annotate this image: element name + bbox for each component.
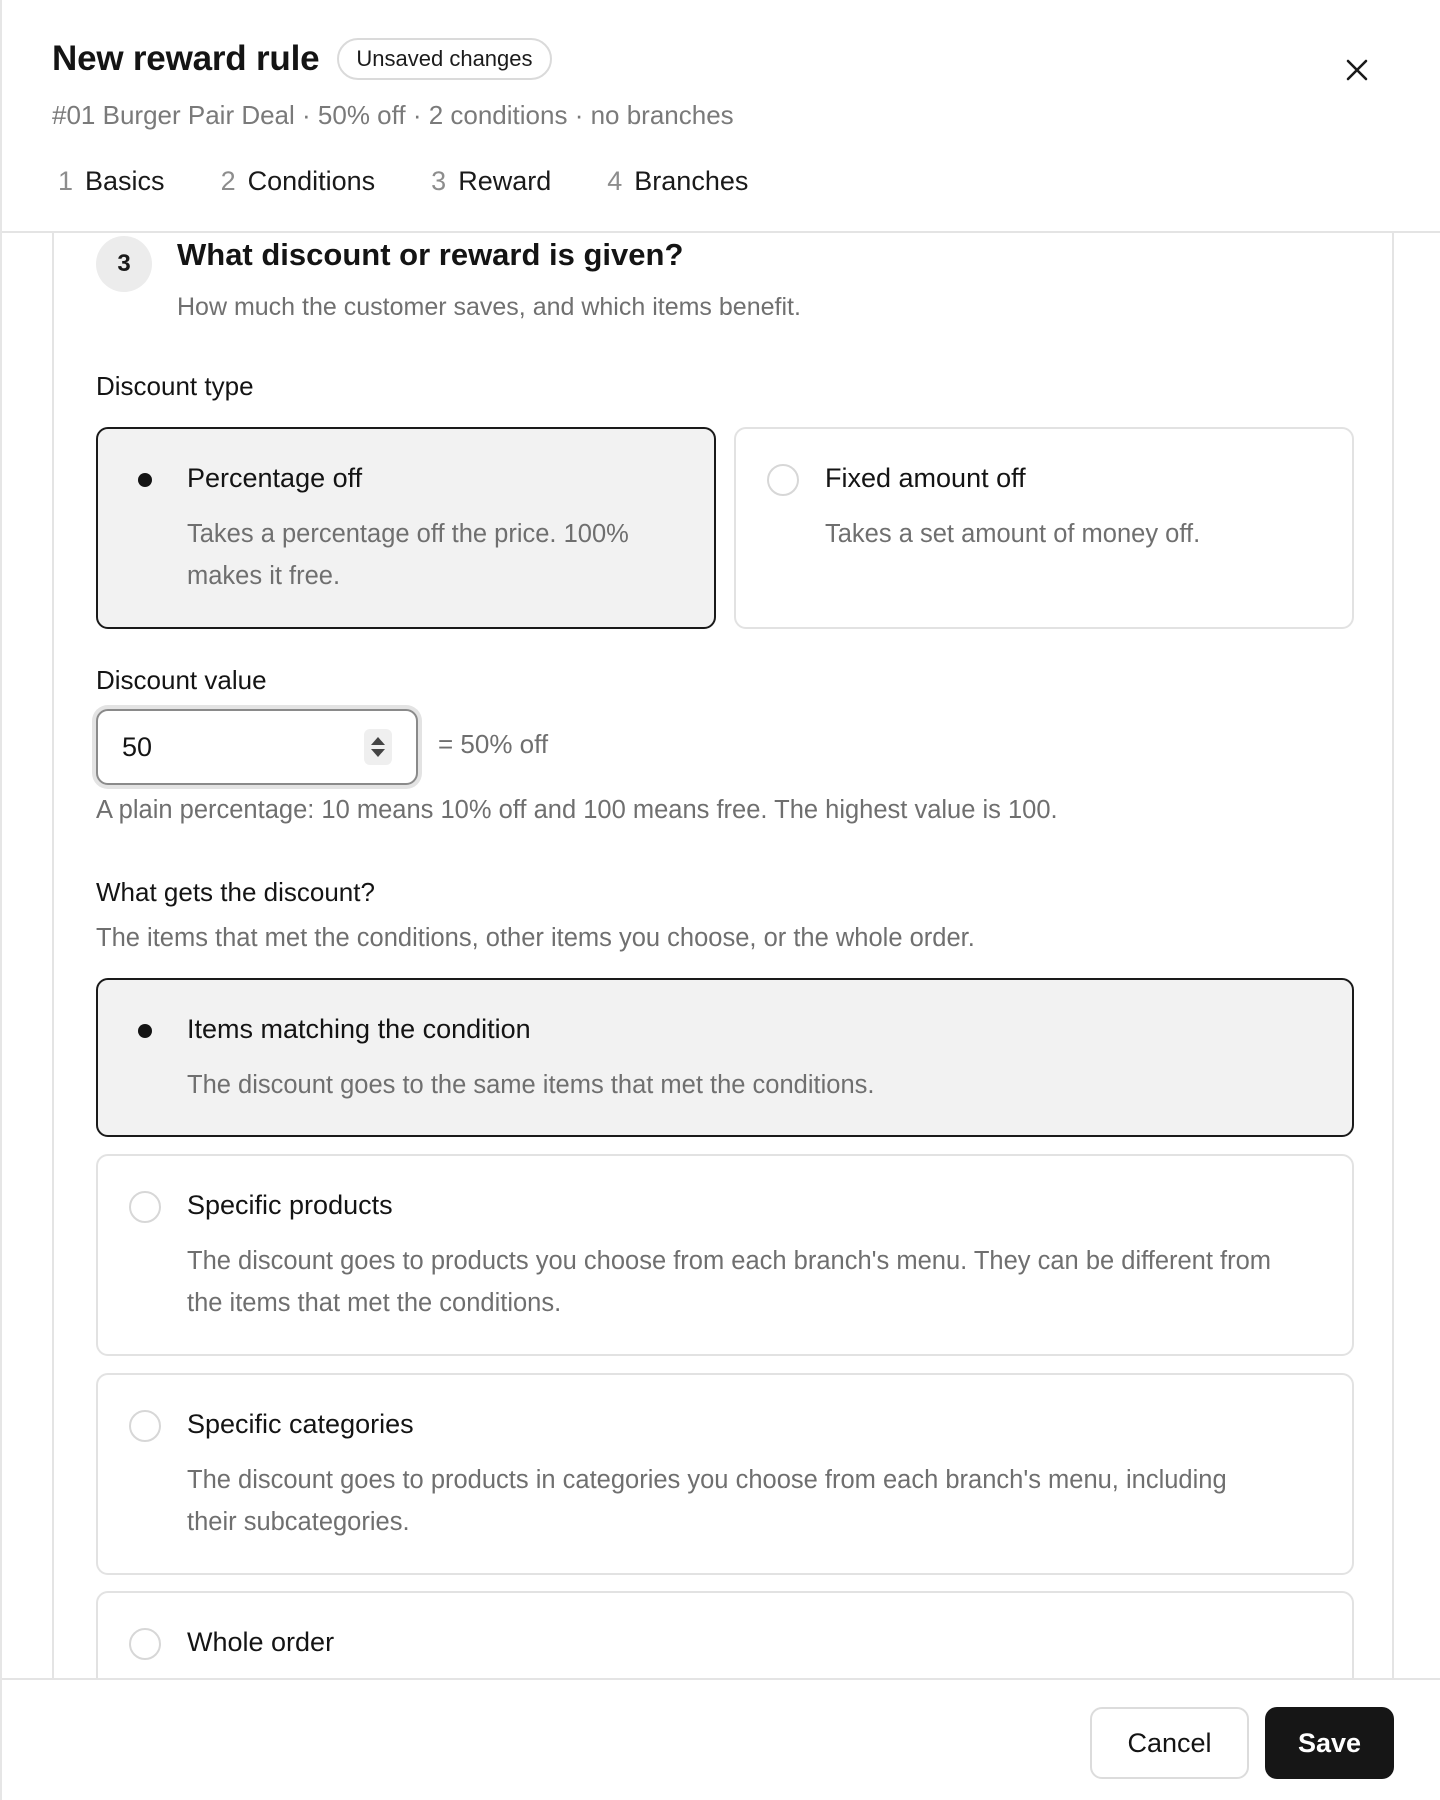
- option-title: Items matching the condition: [187, 1014, 531, 1044]
- radio-unselected[interactable]: [129, 1628, 161, 1660]
- option-title: Specific categories: [187, 1409, 414, 1439]
- option-title: Specific products: [187, 1190, 393, 1220]
- option-description: Takes a set amount of money off.: [825, 520, 1201, 548]
- tab-number: 3: [431, 166, 447, 196]
- stepper-up-icon[interactable]: [371, 737, 385, 745]
- option-fixed-amount-off[interactable]: [734, 427, 1354, 629]
- tab-label: Conditions: [247, 166, 376, 196]
- tab-number: 4: [607, 166, 623, 196]
- tab-reward[interactable]: [431, 166, 551, 197]
- option-title: Fixed amount off: [825, 463, 1026, 493]
- dialog-header: [2, 0, 1440, 233]
- cancel-button[interactable]: Cancel: [1090, 1707, 1249, 1779]
- reward-section-panel[interactable]: [52, 233, 1394, 1680]
- title-row: [52, 38, 552, 80]
- option-description: The discount goes to products you choose from each branch's menu. They can be different from the items that met the conditions.: [187, 1247, 1272, 1317]
- save-button[interactable]: Save: [1265, 1707, 1394, 1779]
- tab-number: 2: [220, 166, 236, 196]
- close-button[interactable]: [1333, 46, 1381, 94]
- option-whole-order[interactable]: [96, 1591, 1354, 1680]
- option-specific-products[interactable]: [96, 1154, 1354, 1356]
- radio-selected[interactable]: [129, 464, 161, 496]
- step-tabs: [58, 166, 804, 197]
- discount-value-text: 50: [122, 731, 153, 762]
- dialog-footer: [2, 1678, 1440, 1800]
- radio-selected[interactable]: [129, 1015, 161, 1047]
- discount-value-label: Discount value: [96, 665, 267, 695]
- discount-value-helper: A plain percentage: 10 means 10% off and 100 means free. The highest value is 100.: [96, 796, 1058, 824]
- radio-unselected[interactable]: [767, 464, 799, 496]
- option-title: Whole order: [187, 1627, 335, 1657]
- dialog-title: New reward rule: [52, 39, 320, 78]
- tab-conditions[interactable]: [221, 166, 376, 197]
- tab-basics[interactable]: [58, 166, 165, 197]
- tab-label: Branches: [634, 166, 749, 196]
- unsaved-changes-badge: Unsaved changes: [337, 38, 551, 80]
- close-icon: [1346, 59, 1368, 81]
- rule-summary: #01 Burger Pair Deal · 50% off · 2 conditions · no branches: [52, 100, 734, 130]
- number-stepper[interactable]: [364, 729, 392, 765]
- tab-number: 1: [58, 166, 74, 196]
- option-description: Takes a percentage off the price. 100% makes it free.: [187, 520, 629, 590]
- option-title: Percentage off: [187, 463, 363, 493]
- step-number-badge: 3: [96, 236, 152, 292]
- tab-label: Basics: [85, 166, 165, 196]
- option-items-matching-condition[interactable]: [96, 978, 1354, 1137]
- section-title: What discount or reward is given?: [177, 237, 684, 272]
- target-helper: The items that met the conditions, other items you choose, or the whole order.: [96, 924, 975, 952]
- discount-equivalent: = 50% off: [438, 729, 549, 759]
- radio-unselected[interactable]: [129, 1410, 161, 1442]
- tab-label: Reward: [458, 166, 552, 196]
- stepper-down-icon[interactable]: [371, 749, 385, 757]
- discount-type-label: Discount type: [96, 371, 254, 401]
- option-description: The discount goes to products in categories you choose from each branch's menu, including their subcategories.: [187, 1466, 1227, 1536]
- radio-unselected[interactable]: [129, 1191, 161, 1223]
- tab-branches[interactable]: [607, 166, 748, 197]
- option-percentage-off[interactable]: [96, 427, 716, 629]
- option-specific-categories[interactable]: [96, 1373, 1354, 1575]
- target-label: What gets the discount?: [96, 877, 375, 907]
- section-subtitle: How much the customer saves, and which items benefit.: [177, 293, 801, 321]
- discount-value-input[interactable]: [96, 709, 418, 785]
- option-description: The discount goes to the same items that met the conditions.: [187, 1071, 875, 1099]
